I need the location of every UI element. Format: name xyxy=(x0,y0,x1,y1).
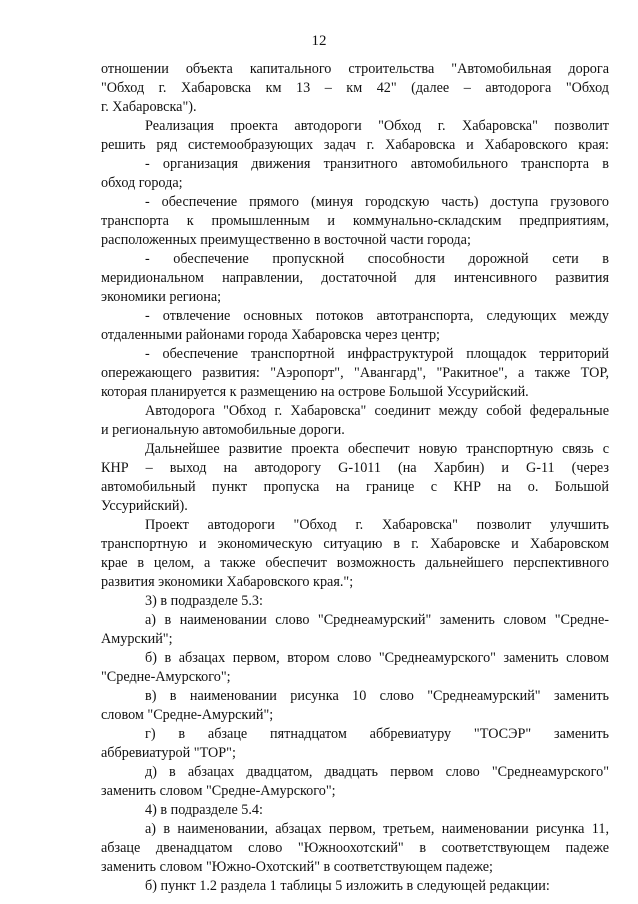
text-line: - организация движения транзитного автомобильного транспорта в xyxy=(145,156,609,172)
text-line: б) в абзацах первом, втором слово "Среднеамурского" заменить словом xyxy=(145,650,609,666)
text-line: в) в наименовании рисунка 10 слово "Среднеамурский" заменить xyxy=(145,688,609,704)
text-line: развития экономики Хабаровского края."; xyxy=(101,574,354,590)
text-line: автомобильный пункт пропуска на границе с КНР на о. Большой xyxy=(101,479,609,495)
text-line: абзаце двенадцатом слово "Южноохотский" в соответствующем падеже xyxy=(101,840,609,856)
text-line: г. Хабаровска"). xyxy=(101,99,197,115)
text-line: и региональную автомобильные дороги. xyxy=(101,422,345,438)
text-line: заменить словом "Южно-Охотский" в соответствующем падеже; xyxy=(101,859,493,875)
text-line: - обеспечение транспортной инфраструктурой площадок территорий xyxy=(145,346,609,362)
text-line: Амурский"; xyxy=(101,631,173,647)
text-line: 4) в подразделе 5.4: xyxy=(145,802,263,818)
text-line: "Средне-Амурского"; xyxy=(101,669,231,685)
text-line: "Обход г. Хабаровска км 13 – км 42" (далее – автодорога "Обход xyxy=(101,80,609,96)
text-line: отдаленными районами города Хабаровска через центр; xyxy=(101,327,440,343)
text-line: Дальнейшее развитие проекта обеспечит новую транспортную связь с xyxy=(145,441,609,457)
text-line: меридиональном направлении, достаточной для интенсивного развития xyxy=(101,270,609,286)
text-line: д) в абзацах двадцатом, двадцать первом слово "Среднеамурского" xyxy=(145,764,609,780)
text-line: Уссурийский). xyxy=(101,498,188,514)
text-line: заменить словом "Средне-Амурского"; xyxy=(101,783,336,799)
text-line: Проект автодороги "Обход г. Хабаровска" позволит улучшить xyxy=(145,517,609,533)
text-line: аббревиатурой "ТОР"; xyxy=(101,745,236,761)
text-line: 3) в подразделе 5.3: xyxy=(145,593,263,609)
text-line: - обеспечение прямого (минуя городскую часть) доступа грузового xyxy=(145,194,609,210)
text-line: крае в целом, а также обеспечит возможность дальнейшего перспективного xyxy=(101,555,609,571)
text-line: - обеспечение пропускной способности дорожной сети в xyxy=(145,251,609,267)
text-line: КНР – выход на автодорогу G-1011 (на Харбин) и G-11 (через xyxy=(101,460,609,476)
text-line: расположенных преимущественно в восточной части города; xyxy=(101,232,471,248)
text-line: экономики региона; xyxy=(101,289,222,305)
body-text xyxy=(101,60,609,896)
text-line: - отвлечение основных потоков автотранспорта, следующих между xyxy=(145,308,609,324)
text-line: б) пункт 1.2 раздела 1 таблицы 5 изложить в следующей редакции: xyxy=(145,878,550,894)
page-number: 12 xyxy=(311,33,327,49)
text-line: транспорта к промышленным и коммунально-складским предприятиям, xyxy=(101,213,609,229)
text-line: решить ряд системообразующих задач г. Хабаровска и Хабаровского края: xyxy=(101,137,609,153)
text-line: а) в наименовании слово "Среднеамурский" заменить словом "Средне- xyxy=(145,612,609,628)
text-line: г) в абзаце пятнадцатом аббревиатуру "ТОСЭР" заменить xyxy=(145,726,609,742)
text-line: а) в наименовании, абзацах первом, третьем, наименовании рисунка 11, xyxy=(145,821,609,837)
text-line: транспортную и экономическую ситуацию в г. Хабаровске и Хабаровском xyxy=(101,536,609,552)
text-line: Автодорога "Обход г. Хабаровска" соединит между собой федеральные xyxy=(145,403,609,419)
text-line: отношении объекта капитального строительства "Автомобильная дорога xyxy=(101,61,609,77)
text-line: опережающего развития: "Аэропорт", "Авангард", "Ракитное", а также ТОР, xyxy=(101,365,609,381)
text-line: словом "Средне-Амурский"; xyxy=(101,707,274,723)
text-line: которая планируется к размещению на острове Большой Уссурийский. xyxy=(101,384,529,400)
text-line: обход города; xyxy=(101,175,183,191)
text-line: Реализация проекта автодороги "Обход г. Хабаровска" позволит xyxy=(145,118,609,134)
